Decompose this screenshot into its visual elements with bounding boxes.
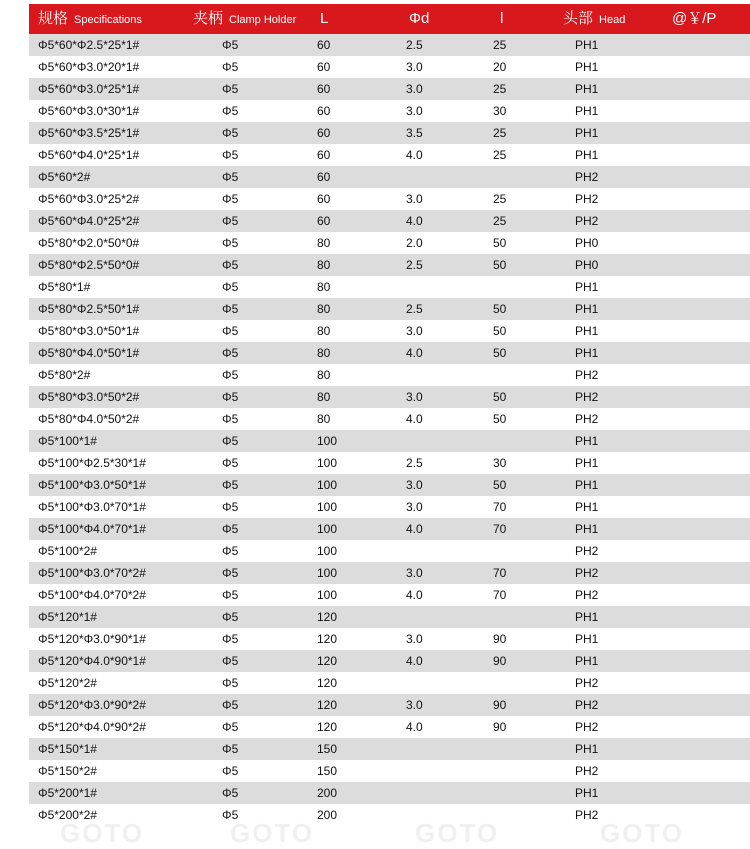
- cell-phi-d: 2.5: [406, 258, 423, 272]
- cell-phi-d: 3.5: [406, 126, 423, 140]
- table-row: [29, 166, 750, 188]
- cell-spec: Φ5*80*Φ4.0*50*1#: [38, 346, 140, 360]
- cell-phi-d: 3.0: [406, 192, 423, 206]
- cell-L: 200: [317, 786, 338, 800]
- table-row: [29, 430, 750, 452]
- header-spec: [38, 4, 142, 34]
- cell-phi-d: 3.0: [406, 60, 423, 74]
- table-row: [29, 188, 750, 210]
- cell-clamp: Φ5: [222, 676, 239, 690]
- cell-spec: Φ5*120*Φ4.0*90*1#: [38, 654, 146, 668]
- cell-l: 70: [493, 588, 507, 602]
- cell-phi-d: 3.0: [406, 82, 423, 96]
- cell-clamp: Φ5: [222, 170, 239, 184]
- cell-L: 80: [317, 258, 331, 272]
- cell-clamp: Φ5: [222, 38, 239, 52]
- goto-watermark: GOTO: [600, 818, 685, 848]
- cell-clamp: Φ5: [222, 60, 239, 74]
- cell-spec: Φ5*60*Φ4.0*25*2#: [38, 214, 140, 228]
- cell-L: 80: [317, 412, 331, 426]
- cell-L: 60: [317, 148, 331, 162]
- cell-l: 25: [493, 38, 507, 52]
- cell-L: 100: [317, 522, 338, 536]
- cell-phi-d: 4.0: [406, 148, 423, 162]
- table-row: [29, 628, 750, 650]
- cell-L: 80: [317, 324, 331, 338]
- table-row: [29, 364, 750, 386]
- cell-L: 120: [317, 676, 338, 690]
- table-body: [29, 34, 750, 826]
- cell-L: 100: [317, 500, 338, 514]
- cell-clamp: Φ5: [222, 786, 239, 800]
- cell-spec: Φ5*100*Φ4.0*70*1#: [38, 522, 146, 536]
- cell-l: 25: [493, 82, 507, 96]
- table-row: [29, 56, 750, 78]
- table-row: [29, 386, 750, 408]
- header-clamp: [193, 4, 296, 34]
- cell-phi-d: 4.0: [406, 214, 423, 228]
- cell-clamp: Φ5: [222, 456, 239, 470]
- cell-L: 100: [317, 478, 338, 492]
- cell-L: 120: [317, 610, 338, 624]
- cell-spec: Φ5*80*Φ2.5*50*1#: [38, 302, 140, 316]
- header-price: @￥/P: [672, 10, 717, 27]
- cell-clamp: Φ5: [222, 258, 239, 272]
- table-row: [29, 122, 750, 144]
- cell-clamp: Φ5: [222, 522, 239, 536]
- table-row: [29, 716, 750, 738]
- cell-phi-d: 2.5: [406, 38, 423, 52]
- cell-L: 100: [317, 588, 338, 602]
- cell-L: 60: [317, 214, 331, 228]
- table-row: [29, 562, 750, 584]
- cell-L: 60: [317, 82, 331, 96]
- header-head-en: Head: [599, 14, 626, 26]
- cell-clamp: Φ5: [222, 632, 239, 646]
- cell-spec: Φ5*60*Φ3.0*30*1#: [38, 104, 140, 118]
- cell-head: PH1: [575, 522, 599, 536]
- cell-clamp: Φ5: [222, 192, 239, 206]
- cell-phi-d: 4.0: [406, 654, 423, 668]
- cell-spec: Φ5*100*Φ3.0*70*1#: [38, 500, 146, 514]
- cell-spec: Φ5*120*Φ3.0*90*2#: [38, 698, 146, 712]
- header-phi-d: Φd: [409, 10, 430, 27]
- cell-l: 50: [493, 412, 507, 426]
- cell-l: 50: [493, 478, 507, 492]
- cell-l: 25: [493, 214, 507, 228]
- table-row: [29, 496, 750, 518]
- cell-phi-d: 2.0: [406, 236, 423, 250]
- table-row: [29, 760, 750, 782]
- cell-head: PH1: [575, 104, 599, 118]
- cell-head: PH2: [575, 412, 599, 426]
- cell-head: PH1: [575, 742, 599, 756]
- cell-spec: Φ5*80*Φ2.5*50*0#: [38, 258, 140, 272]
- table-row: [29, 804, 750, 826]
- cell-clamp: Φ5: [222, 698, 239, 712]
- cell-spec: Φ5*120*2#: [38, 676, 97, 690]
- table-row: [29, 254, 750, 276]
- cell-clamp: Φ5: [222, 236, 239, 250]
- cell-spec: Φ5*80*Φ3.0*50*2#: [38, 390, 140, 404]
- cell-L: 60: [317, 60, 331, 74]
- cell-L: 80: [317, 236, 331, 250]
- table-row: [29, 100, 750, 122]
- cell-head: PH1: [575, 126, 599, 140]
- cell-spec: Φ5*60*Φ3.0*25*2#: [38, 192, 140, 206]
- cell-l: 50: [493, 258, 507, 272]
- cell-head: PH1: [575, 610, 599, 624]
- cell-spec: Φ5*200*2#: [38, 808, 97, 822]
- goto-watermark: GOTO: [415, 818, 500, 848]
- cell-l: 50: [493, 236, 507, 250]
- table-row: [29, 650, 750, 672]
- cell-L: 120: [317, 698, 338, 712]
- cell-head: PH2: [575, 544, 599, 558]
- cell-L: 80: [317, 390, 331, 404]
- cell-spec: Φ5*100*2#: [38, 544, 97, 558]
- cell-L: 100: [317, 544, 338, 558]
- cell-head: PH2: [575, 720, 599, 734]
- table-row: [29, 606, 750, 628]
- cell-clamp: Φ5: [222, 434, 239, 448]
- header-spec-en: Specifications: [74, 14, 142, 26]
- cell-clamp: Φ5: [222, 720, 239, 734]
- cell-head: PH0: [575, 236, 599, 250]
- cell-phi-d: 2.5: [406, 456, 423, 470]
- header-head-cn: 头部: [563, 10, 594, 27]
- cell-head: PH1: [575, 82, 599, 96]
- table-row: [29, 672, 750, 694]
- cell-spec: Φ5*120*Φ4.0*90*2#: [38, 720, 146, 734]
- header-clamp-cn: 夹柄: [193, 10, 224, 27]
- cell-L: 100: [317, 566, 338, 580]
- cell-clamp: Φ5: [222, 104, 239, 118]
- cell-spec: Φ5*100*Φ3.0*50*1#: [38, 478, 146, 492]
- cell-l: 70: [493, 500, 507, 514]
- table-row: [29, 540, 750, 562]
- cell-spec: Φ5*60*2#: [38, 170, 91, 184]
- cell-L: 120: [317, 654, 338, 668]
- cell-spec: Φ5*80*Φ3.0*50*1#: [38, 324, 140, 338]
- cell-spec: Φ5*100*1#: [38, 434, 97, 448]
- cell-L: 80: [317, 368, 331, 382]
- cell-l: 50: [493, 324, 507, 338]
- table-row: [29, 144, 750, 166]
- cell-clamp: Φ5: [222, 544, 239, 558]
- cell-phi-d: 3.0: [406, 500, 423, 514]
- cell-l: 50: [493, 346, 507, 360]
- cell-head: PH2: [575, 676, 599, 690]
- cell-spec: Φ5*80*2#: [38, 368, 91, 382]
- cell-clamp: Φ5: [222, 302, 239, 316]
- cell-head: PH1: [575, 654, 599, 668]
- cell-clamp: Φ5: [222, 280, 239, 294]
- cell-L: 80: [317, 280, 331, 294]
- cell-L: 150: [317, 742, 338, 756]
- cell-spec: Φ5*100*Φ4.0*70*2#: [38, 588, 146, 602]
- cell-phi-d: 4.0: [406, 720, 423, 734]
- cell-head: PH1: [575, 478, 599, 492]
- cell-spec: Φ5*150*1#: [38, 742, 97, 756]
- cell-L: 120: [317, 720, 338, 734]
- cell-l: 50: [493, 302, 507, 316]
- cell-clamp: Φ5: [222, 126, 239, 140]
- cell-head: PH1: [575, 500, 599, 514]
- table-row: [29, 408, 750, 430]
- header-spec-cn: 规格: [38, 10, 69, 27]
- table-row: [29, 474, 750, 496]
- cell-l: 30: [493, 456, 507, 470]
- cell-phi-d: 2.5: [406, 302, 423, 316]
- table-header: [29, 4, 750, 34]
- table-row: [29, 584, 750, 606]
- cell-l: 90: [493, 698, 507, 712]
- cell-clamp: Φ5: [222, 500, 239, 514]
- cell-spec: Φ5*60*Φ3.0*25*1#: [38, 82, 140, 96]
- cell-clamp: Φ5: [222, 390, 239, 404]
- cell-clamp: Φ5: [222, 412, 239, 426]
- cell-spec: Φ5*80*Φ2.0*50*0#: [38, 236, 140, 250]
- table-row: [29, 78, 750, 100]
- cell-head: PH1: [575, 346, 599, 360]
- cell-head: PH1: [575, 302, 599, 316]
- cell-l: 90: [493, 654, 507, 668]
- cell-head: PH1: [575, 324, 599, 338]
- cell-clamp: Φ5: [222, 742, 239, 756]
- cell-phi-d: 4.0: [406, 588, 423, 602]
- cell-clamp: Φ5: [222, 346, 239, 360]
- cell-head: PH2: [575, 764, 599, 778]
- cell-spec: Φ5*80*1#: [38, 280, 91, 294]
- cell-clamp: Φ5: [222, 214, 239, 228]
- header-l: l: [500, 10, 504, 27]
- cell-l: 70: [493, 522, 507, 536]
- cell-clamp: Φ5: [222, 588, 239, 602]
- cell-spec: Φ5*100*Φ2.5*30*1#: [38, 456, 146, 470]
- table-row: [29, 232, 750, 254]
- cell-clamp: Φ5: [222, 324, 239, 338]
- cell-L: 80: [317, 302, 331, 316]
- cell-l: 90: [493, 632, 507, 646]
- cell-spec: Φ5*60*Φ4.0*25*1#: [38, 148, 140, 162]
- cell-clamp: Φ5: [222, 148, 239, 162]
- cell-head: PH1: [575, 60, 599, 74]
- table-row: [29, 782, 750, 804]
- cell-L: 60: [317, 38, 331, 52]
- cell-spec: Φ5*60*Φ2.5*25*1#: [38, 38, 140, 52]
- cell-head: PH1: [575, 632, 599, 646]
- cell-head: PH2: [575, 566, 599, 580]
- cell-spec: Φ5*120*Φ3.0*90*1#: [38, 632, 146, 646]
- cell-head: PH2: [575, 170, 599, 184]
- cell-L: 120: [317, 632, 338, 646]
- cell-l: 90: [493, 720, 507, 734]
- cell-phi-d: 4.0: [406, 346, 423, 360]
- cell-L: 80: [317, 346, 331, 360]
- cell-L: 60: [317, 192, 331, 206]
- cell-L: 60: [317, 104, 331, 118]
- cell-l: 50: [493, 390, 507, 404]
- cell-phi-d: 3.0: [406, 390, 423, 404]
- cell-clamp: Φ5: [222, 478, 239, 492]
- cell-phi-d: 4.0: [406, 522, 423, 536]
- cell-clamp: Φ5: [222, 610, 239, 624]
- cell-L: 100: [317, 456, 338, 470]
- cell-head: PH0: [575, 258, 599, 272]
- table-row: [29, 210, 750, 232]
- cell-spec: Φ5*60*Φ3.0*20*1#: [38, 60, 140, 74]
- cell-l: 25: [493, 126, 507, 140]
- cell-l: 20: [493, 60, 507, 74]
- cell-phi-d: 4.0: [406, 412, 423, 426]
- cell-head: PH1: [575, 456, 599, 470]
- cell-head: PH2: [575, 588, 599, 602]
- cell-head: PH1: [575, 280, 599, 294]
- cell-l: 25: [493, 192, 507, 206]
- cell-clamp: Φ5: [222, 566, 239, 580]
- cell-phi-d: 3.0: [406, 632, 423, 646]
- table-row: [29, 276, 750, 298]
- cell-spec: Φ5*200*1#: [38, 786, 97, 800]
- cell-spec: Φ5*100*Φ3.0*70*2#: [38, 566, 146, 580]
- header-clamp-en: Clamp Holder: [229, 14, 297, 26]
- cell-head: PH1: [575, 148, 599, 162]
- cell-L: 60: [317, 170, 331, 184]
- goto-watermark: GOTO: [60, 818, 145, 848]
- cell-phi-d: 3.0: [406, 324, 423, 338]
- cell-head: PH2: [575, 368, 599, 382]
- table-row: [29, 694, 750, 716]
- cell-head: PH1: [575, 38, 599, 52]
- cell-spec: Φ5*150*2#: [38, 764, 97, 778]
- cell-head: PH2: [575, 214, 599, 228]
- cell-spec: Φ5*80*Φ4.0*50*2#: [38, 412, 140, 426]
- cell-L: 150: [317, 764, 338, 778]
- table-row: [29, 298, 750, 320]
- table-row: [29, 320, 750, 342]
- goto-watermark: GOTO: [230, 818, 315, 848]
- cell-phi-d: 3.0: [406, 478, 423, 492]
- table-row: [29, 518, 750, 540]
- cell-clamp: Φ5: [222, 82, 239, 96]
- cell-L: 60: [317, 126, 331, 140]
- cell-spec: Φ5*60*Φ3.5*25*1#: [38, 126, 140, 140]
- table-row: [29, 452, 750, 474]
- cell-clamp: Φ5: [222, 368, 239, 382]
- cell-head: PH1: [575, 786, 599, 800]
- cell-head: PH2: [575, 808, 599, 822]
- cell-phi-d: 3.0: [406, 698, 423, 712]
- cell-phi-d: 3.0: [406, 566, 423, 580]
- cell-head: PH2: [575, 192, 599, 206]
- cell-clamp: Φ5: [222, 654, 239, 668]
- cell-clamp: Φ5: [222, 808, 239, 822]
- cell-head: PH2: [575, 390, 599, 404]
- table-row: [29, 342, 750, 364]
- cell-clamp: Φ5: [222, 764, 239, 778]
- cell-L: 200: [317, 808, 338, 822]
- cell-L: 100: [317, 434, 338, 448]
- header-L: L: [320, 10, 329, 27]
- cell-phi-d: 3.0: [406, 104, 423, 118]
- table-row: [29, 34, 750, 56]
- cell-spec: Φ5*120*1#: [38, 610, 97, 624]
- cell-head: PH2: [575, 698, 599, 712]
- cell-head: PH1: [575, 434, 599, 448]
- header-head: [563, 4, 625, 34]
- cell-l: 30: [493, 104, 507, 118]
- cell-l: 25: [493, 148, 507, 162]
- cell-l: 70: [493, 566, 507, 580]
- table-row: [29, 738, 750, 760]
